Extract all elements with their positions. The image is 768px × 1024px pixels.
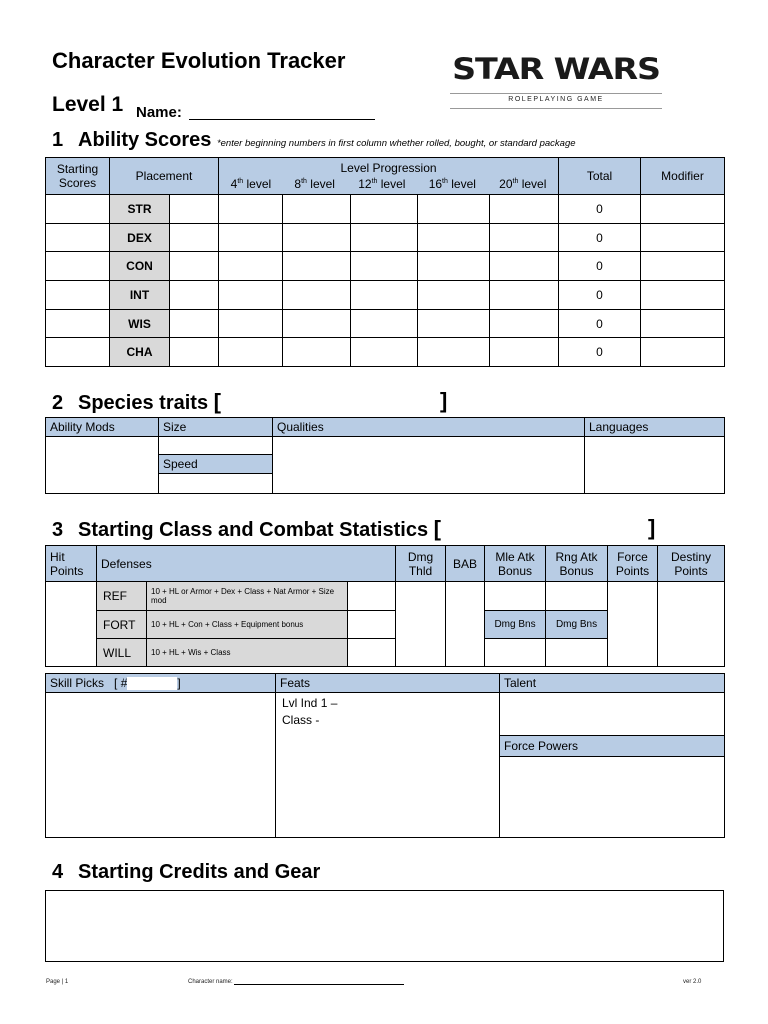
level-cell[interactable] (490, 281, 559, 310)
starting-score-cell[interactable] (46, 252, 110, 281)
level-word: level (451, 177, 476, 191)
logo-rule (450, 108, 662, 109)
class-field[interactable] (446, 519, 644, 541)
name-label: Name: (136, 104, 182, 121)
placement-cell[interactable] (170, 223, 219, 252)
section-number: 1 (52, 129, 64, 151)
level-cell[interactable] (418, 195, 490, 224)
bracket-close: ] (440, 388, 448, 413)
feat-line: Class - (282, 713, 320, 727)
level-number: 4 (230, 177, 238, 191)
ability-name: INT (110, 281, 170, 310)
level-number: 12 (358, 177, 372, 191)
skill-count-field[interactable] (127, 677, 177, 690)
feats-header: Feats (276, 674, 500, 693)
defense-value-will[interactable] (348, 639, 396, 667)
level-label: Level 1 (52, 93, 124, 116)
level-number: 20 (499, 177, 513, 191)
bracket-open: [ (213, 389, 221, 414)
skills-feats-table (45, 673, 725, 838)
level-cell[interactable] (219, 281, 283, 310)
languages-cell[interactable] (585, 437, 725, 494)
dmg-thld-header: Dmg Thld (396, 546, 446, 582)
page-title: Character Evolution Tracker (52, 48, 346, 73)
starting-score-cell[interactable] (46, 309, 110, 338)
rng-dmg-bonus-label: Dmg Bns (546, 611, 608, 639)
defense-value-ref[interactable] (348, 582, 396, 611)
ability-row (46, 338, 725, 367)
level-cell[interactable] (490, 309, 559, 338)
bab-header: BAB (446, 546, 485, 582)
level-number: 8 (294, 177, 302, 191)
starting-score-cell[interactable] (46, 223, 110, 252)
mle-dmg-bonus-cell[interactable] (485, 639, 546, 667)
ability-row (46, 195, 725, 224)
logo-wordmark: STAR WARS (452, 52, 660, 86)
dmg-thld-cell[interactable] (396, 582, 446, 667)
modifier-cell[interactable] (641, 195, 725, 224)
placement-cell[interactable] (170, 195, 219, 224)
force-points-header: Force Points (608, 546, 658, 582)
force-powers-header: Force Powers (500, 736, 725, 757)
section-number: 3 (52, 519, 64, 541)
footer-page: Page | 1 (46, 979, 69, 985)
level-cell[interactable] (283, 195, 351, 224)
level-header (231, 175, 272, 191)
destiny-points-header: Destiny Points (658, 546, 725, 582)
placement-cell[interactable] (170, 338, 219, 367)
starting-scores-header: Starting Scores (46, 158, 110, 195)
hit-points-header: Hit Points (46, 546, 97, 582)
starting-score-cell[interactable] (46, 338, 110, 367)
talent-header: Talent (500, 674, 725, 693)
logo-tagline: ROLEPLAYING GAME (508, 96, 604, 103)
placement-cell[interactable] (170, 309, 219, 338)
level-cell[interactable] (351, 309, 418, 338)
level-cell[interactable] (283, 338, 351, 367)
feats-cell[interactable] (276, 693, 500, 838)
level-header (358, 175, 405, 191)
total-header: Total (559, 158, 641, 195)
section-note: *enter beginning numbers in first column whether rolled, bought, or standard package (216, 138, 576, 149)
level-cell[interactable] (351, 195, 418, 224)
level-header (429, 175, 476, 191)
ability-name: DEX (110, 223, 170, 252)
level-cell[interactable] (418, 281, 490, 310)
total-cell: 0 (559, 281, 641, 310)
mle-dmg-bonus-label: Dmg Bns (485, 611, 546, 639)
level-progression-title: Level Progression (340, 161, 437, 175)
level-cell[interactable] (490, 252, 559, 281)
bab-cell[interactable] (446, 582, 485, 667)
level-suffix: th (512, 178, 519, 185)
level-cell[interactable] (283, 281, 351, 310)
feat-line: Lvl Ind 1 – (282, 696, 338, 710)
star-wars-logo (448, 52, 664, 118)
level-number: 16 (428, 177, 443, 191)
level-cell[interactable] (219, 252, 283, 281)
ability-mods-cell[interactable] (46, 437, 159, 494)
ability-name: CHA (110, 338, 170, 367)
placement-cell[interactable] (170, 281, 219, 310)
defense-formula: 10 + HL or Armor + Dex + Class + Nat Armor + Size mod (147, 582, 348, 611)
modifier-cell[interactable] (641, 252, 725, 281)
footer-character-name-label: Character name: (188, 979, 233, 985)
level-cell[interactable] (490, 195, 559, 224)
total-cell: 0 (559, 223, 641, 252)
species-traits-table (45, 417, 725, 494)
skill-count-suffix: ] (177, 675, 181, 690)
modifier-cell[interactable] (641, 281, 725, 310)
level-cell[interactable] (418, 223, 490, 252)
level-word: level (380, 177, 406, 191)
total-cell: 0 (559, 338, 641, 367)
skill-picks-cell[interactable] (46, 693, 276, 838)
ability-row (46, 252, 725, 281)
level-cell[interactable] (283, 223, 351, 252)
ability-name: CON (110, 252, 170, 281)
defense-name: REF (97, 582, 147, 611)
defense-name: WILL (97, 639, 147, 667)
level-cell[interactable] (490, 223, 559, 252)
qualities-cell[interactable] (273, 437, 585, 494)
level-cell[interactable] (351, 252, 418, 281)
force-powers-cell[interactable] (500, 757, 725, 838)
level-cell[interactable] (418, 252, 490, 281)
skill-count-prefix: [ # (114, 675, 128, 690)
level-word: level (246, 177, 272, 191)
section-title: Starting Class and Combat Statistics (78, 519, 429, 541)
level-list (219, 175, 558, 191)
rng-atk-header: Rng Atk Bonus (546, 546, 608, 582)
section-credits-heading (52, 861, 320, 884)
total-cell: 0 (559, 252, 641, 281)
level-suffix: th (301, 178, 307, 185)
qualities-header: Qualities (273, 418, 585, 437)
mle-atk-cell[interactable] (485, 582, 546, 611)
level-progression-header (219, 158, 559, 195)
destiny-points-cell[interactable] (658, 582, 725, 667)
level-header (499, 175, 546, 191)
languages-header: Languages (585, 418, 725, 437)
modifier-header: Modifier (641, 158, 725, 195)
defense-name: FORT (97, 611, 147, 639)
ability-row (46, 223, 725, 252)
name-field[interactable] (189, 119, 375, 120)
total-cell: 0 (559, 309, 641, 338)
species-field[interactable] (228, 392, 436, 414)
hit-points-cell[interactable] (46, 582, 97, 667)
level-suffix: th (442, 178, 448, 185)
speed-header: Speed (159, 455, 273, 474)
size-header: Size (159, 418, 273, 437)
ability-mods-header: Ability Mods (46, 418, 159, 437)
section-title: Species traits (78, 392, 209, 414)
skill-picks-label: Skill Picks (50, 675, 105, 690)
total-cell: 0 (559, 195, 641, 224)
starting-score-cell[interactable] (46, 195, 110, 224)
ability-row (46, 309, 725, 338)
defense-value-fort[interactable] (348, 611, 396, 639)
defenses-header: Defenses (97, 546, 396, 582)
size-cell[interactable] (159, 437, 273, 455)
level-header (294, 175, 335, 191)
defense-formula: 10 + HL + Wis + Class (147, 639, 348, 667)
footer-character-name-line[interactable] (234, 979, 404, 985)
talent-cell[interactable] (500, 693, 725, 736)
bracket-open: [ (433, 516, 441, 541)
level-cell[interactable] (490, 338, 559, 367)
ability-name: WIS (110, 309, 170, 338)
speed-cell[interactable] (159, 474, 273, 494)
section-number: 4 (52, 861, 64, 883)
level-suffix: th (371, 178, 378, 185)
section-ability-scores-heading (52, 129, 576, 152)
section-number: 2 (52, 392, 64, 414)
level-word: level (521, 177, 547, 191)
combat-stats-table (45, 545, 725, 667)
level-cell[interactable] (351, 281, 418, 310)
level-word: level (310, 177, 335, 191)
level-cell[interactable] (219, 195, 283, 224)
skill-picks-header (46, 674, 276, 693)
level-cell[interactable] (418, 338, 490, 367)
placement-cell[interactable] (170, 252, 219, 281)
section-title: Ability Scores (78, 129, 212, 151)
section-title: Starting Credits and Gear (78, 861, 321, 883)
defense-formula: 10 + HL + Con + Class + Equipment bonus (147, 611, 348, 639)
section-species-heading (52, 389, 221, 415)
bracket-close: ] (648, 515, 656, 540)
section-class-heading (52, 516, 441, 542)
level-suffix: th (237, 178, 244, 185)
credits-gear-box[interactable] (45, 890, 724, 962)
level-cell[interactable] (219, 223, 283, 252)
level-cell[interactable] (219, 338, 283, 367)
level-cell[interactable] (351, 338, 418, 367)
mle-atk-header: Mle Atk Bonus (485, 546, 546, 582)
ability-scores-table (45, 157, 725, 367)
force-points-cell[interactable] (608, 582, 658, 667)
modifier-cell[interactable] (641, 309, 725, 338)
ability-name: STR (110, 195, 170, 224)
rng-atk-cell[interactable] (546, 582, 608, 611)
footer-character-name (188, 979, 404, 985)
logo-rule (450, 93, 662, 94)
level-cell[interactable] (219, 309, 283, 338)
placement-header: Placement (110, 158, 219, 195)
modifier-cell[interactable] (641, 338, 725, 367)
starting-score-cell[interactable] (46, 281, 110, 310)
ability-row (46, 281, 725, 310)
footer-version: ver 2.0 (683, 979, 702, 985)
level-cell[interactable] (418, 309, 490, 338)
level-cell[interactable] (351, 223, 418, 252)
modifier-cell[interactable] (641, 223, 725, 252)
level-cell[interactable] (283, 252, 351, 281)
rng-dmg-bonus-cell[interactable] (546, 639, 608, 667)
level-cell[interactable] (283, 309, 351, 338)
